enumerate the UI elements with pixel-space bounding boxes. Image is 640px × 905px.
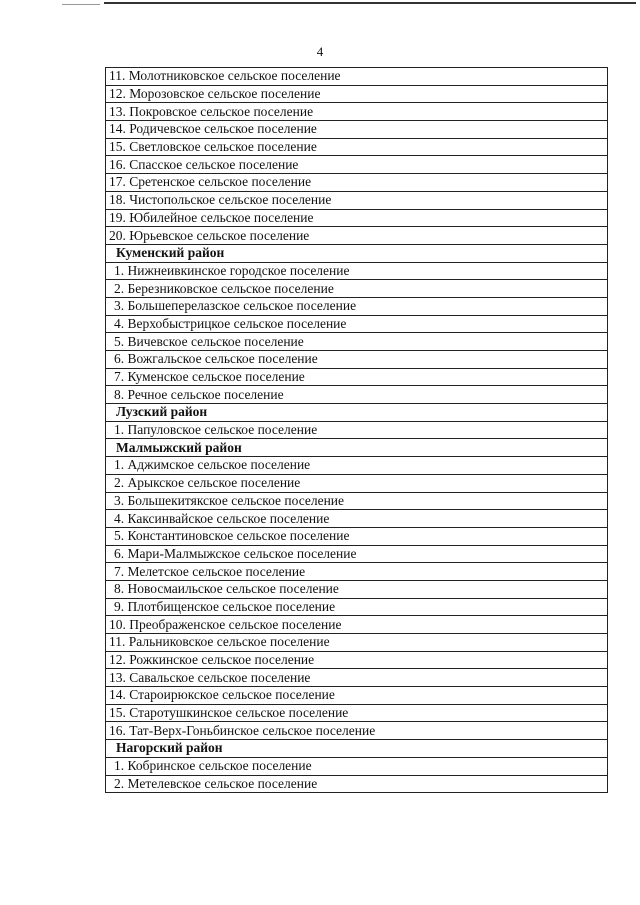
settlement-name: 8. Новосмаильское сельское поселение xyxy=(106,580,608,598)
settlement-name: 13. Савальское сельское поселение xyxy=(106,669,608,687)
table-row xyxy=(106,333,608,351)
table-row xyxy=(106,580,608,598)
table-row xyxy=(106,386,608,404)
table-row xyxy=(106,209,608,227)
settlement-name: 14. Родичевское сельское поселение xyxy=(106,121,608,139)
table-row xyxy=(106,457,608,475)
table-row xyxy=(106,280,608,298)
settlement-name: 14. Староирюкское сельское поселение xyxy=(106,687,608,705)
settlement-name: 5. Вичевское сельское поселение xyxy=(106,333,608,351)
settlements-table xyxy=(105,67,608,793)
settlement-name: 7. Мелетское сельское поселение xyxy=(106,563,608,581)
settlement-name: 11. Молотниковское сельское поселение xyxy=(106,68,608,86)
settlement-name: 20. Юрьевское сельское поселение xyxy=(106,227,608,245)
table-row xyxy=(106,174,608,192)
table-row xyxy=(106,121,608,139)
table-row xyxy=(106,598,608,616)
settlement-name: 12. Морозовское сельское поселение xyxy=(106,85,608,103)
settlement-name: 2. Березниковское сельское поселение xyxy=(106,280,608,298)
page-number: 4 xyxy=(316,44,324,59)
table-row xyxy=(106,545,608,563)
settlement-name: 15. Старотушкинское сельское поселение xyxy=(106,704,608,722)
table-row xyxy=(106,474,608,492)
table-row xyxy=(106,492,608,510)
settlement-name: 16. Тат-Верх-Гоньбинское сельское поселение xyxy=(106,722,608,740)
table-row xyxy=(106,634,608,652)
table-body xyxy=(106,68,608,793)
settlement-name: 1. Папуловское сельское поселение xyxy=(106,421,608,439)
settlement-name: 7. Куменское сельское поселение xyxy=(106,368,608,386)
settlement-name: 2. Метелевское сельское поселение xyxy=(106,775,608,793)
table-row xyxy=(106,563,608,581)
table-row xyxy=(106,616,608,634)
settlement-name: 8. Речное сельское поселение xyxy=(106,386,608,404)
table-row xyxy=(106,262,608,280)
district-name: Нагорский район xyxy=(106,740,608,758)
table-row xyxy=(106,527,608,545)
settlement-name: 5. Константиновское сельское поселение xyxy=(106,527,608,545)
table-row xyxy=(106,297,608,315)
table-row xyxy=(106,651,608,669)
settlement-name: 10. Преображенское сельское поселение xyxy=(106,616,608,634)
table-row xyxy=(106,227,608,245)
scan-top-rule xyxy=(104,2,636,4)
settlement-name: 16. Спасское сельское поселение xyxy=(106,156,608,174)
table-row xyxy=(106,368,608,386)
table-row xyxy=(106,103,608,121)
district-heading-row xyxy=(106,740,608,758)
table-row xyxy=(106,757,608,775)
settlement-name: 1. Нижнеивкинское городское поселение xyxy=(106,262,608,280)
table-row xyxy=(106,191,608,209)
settlement-name: 3. Большеперелазское сельское поселение xyxy=(106,297,608,315)
settlement-name: 6. Мари-Малмыжское сельское поселение xyxy=(106,545,608,563)
table-row xyxy=(106,68,608,86)
district-heading-row xyxy=(106,404,608,422)
table-row xyxy=(106,669,608,687)
settlement-name: 4. Каксинвайское сельское поселение xyxy=(106,510,608,528)
settlement-name: 1. Аджимское сельское поселение xyxy=(106,457,608,475)
settlement-name: 19. Юбилейное сельское поселение xyxy=(106,209,608,227)
scan-edge-mark xyxy=(62,4,100,5)
settlement-name: 11. Ральниковское сельское поселение xyxy=(106,634,608,652)
table-row xyxy=(106,775,608,793)
settlement-name: 13. Покровское сельское поселение xyxy=(106,103,608,121)
settlement-name: 9. Плотбищенское сельское поселение xyxy=(106,598,608,616)
settlement-name: 17. Сретенское сельское поселение xyxy=(106,174,608,192)
table-row xyxy=(106,85,608,103)
settlement-name: 1. Кобринское сельское поселение xyxy=(106,757,608,775)
district-name: Малмыжский район xyxy=(106,439,608,457)
table-row xyxy=(106,138,608,156)
settlement-name: 2. Арыкское сельское поселение xyxy=(106,474,608,492)
table-row xyxy=(106,510,608,528)
district-name: Куменский район xyxy=(106,244,608,262)
district-heading-row xyxy=(106,439,608,457)
table-row xyxy=(106,156,608,174)
settlement-name: 18. Чистопольское сельское поселение xyxy=(106,191,608,209)
district-heading-row xyxy=(106,244,608,262)
table-row xyxy=(106,687,608,705)
district-name: Лузский район xyxy=(106,404,608,422)
settlement-name: 4. Верхобыстрицкое сельское поселение xyxy=(106,315,608,333)
table-row xyxy=(106,704,608,722)
settlement-name: 6. Вожгальское сельское поселение xyxy=(106,351,608,369)
table-row xyxy=(106,315,608,333)
table-row xyxy=(106,722,608,740)
table-row xyxy=(106,421,608,439)
settlement-name: 3. Большекитякское сельское поселение xyxy=(106,492,608,510)
settlement-name: 15. Светловское сельское поселение xyxy=(106,138,608,156)
settlement-name: 12. Рожкинское сельское поселение xyxy=(106,651,608,669)
table-row xyxy=(106,351,608,369)
